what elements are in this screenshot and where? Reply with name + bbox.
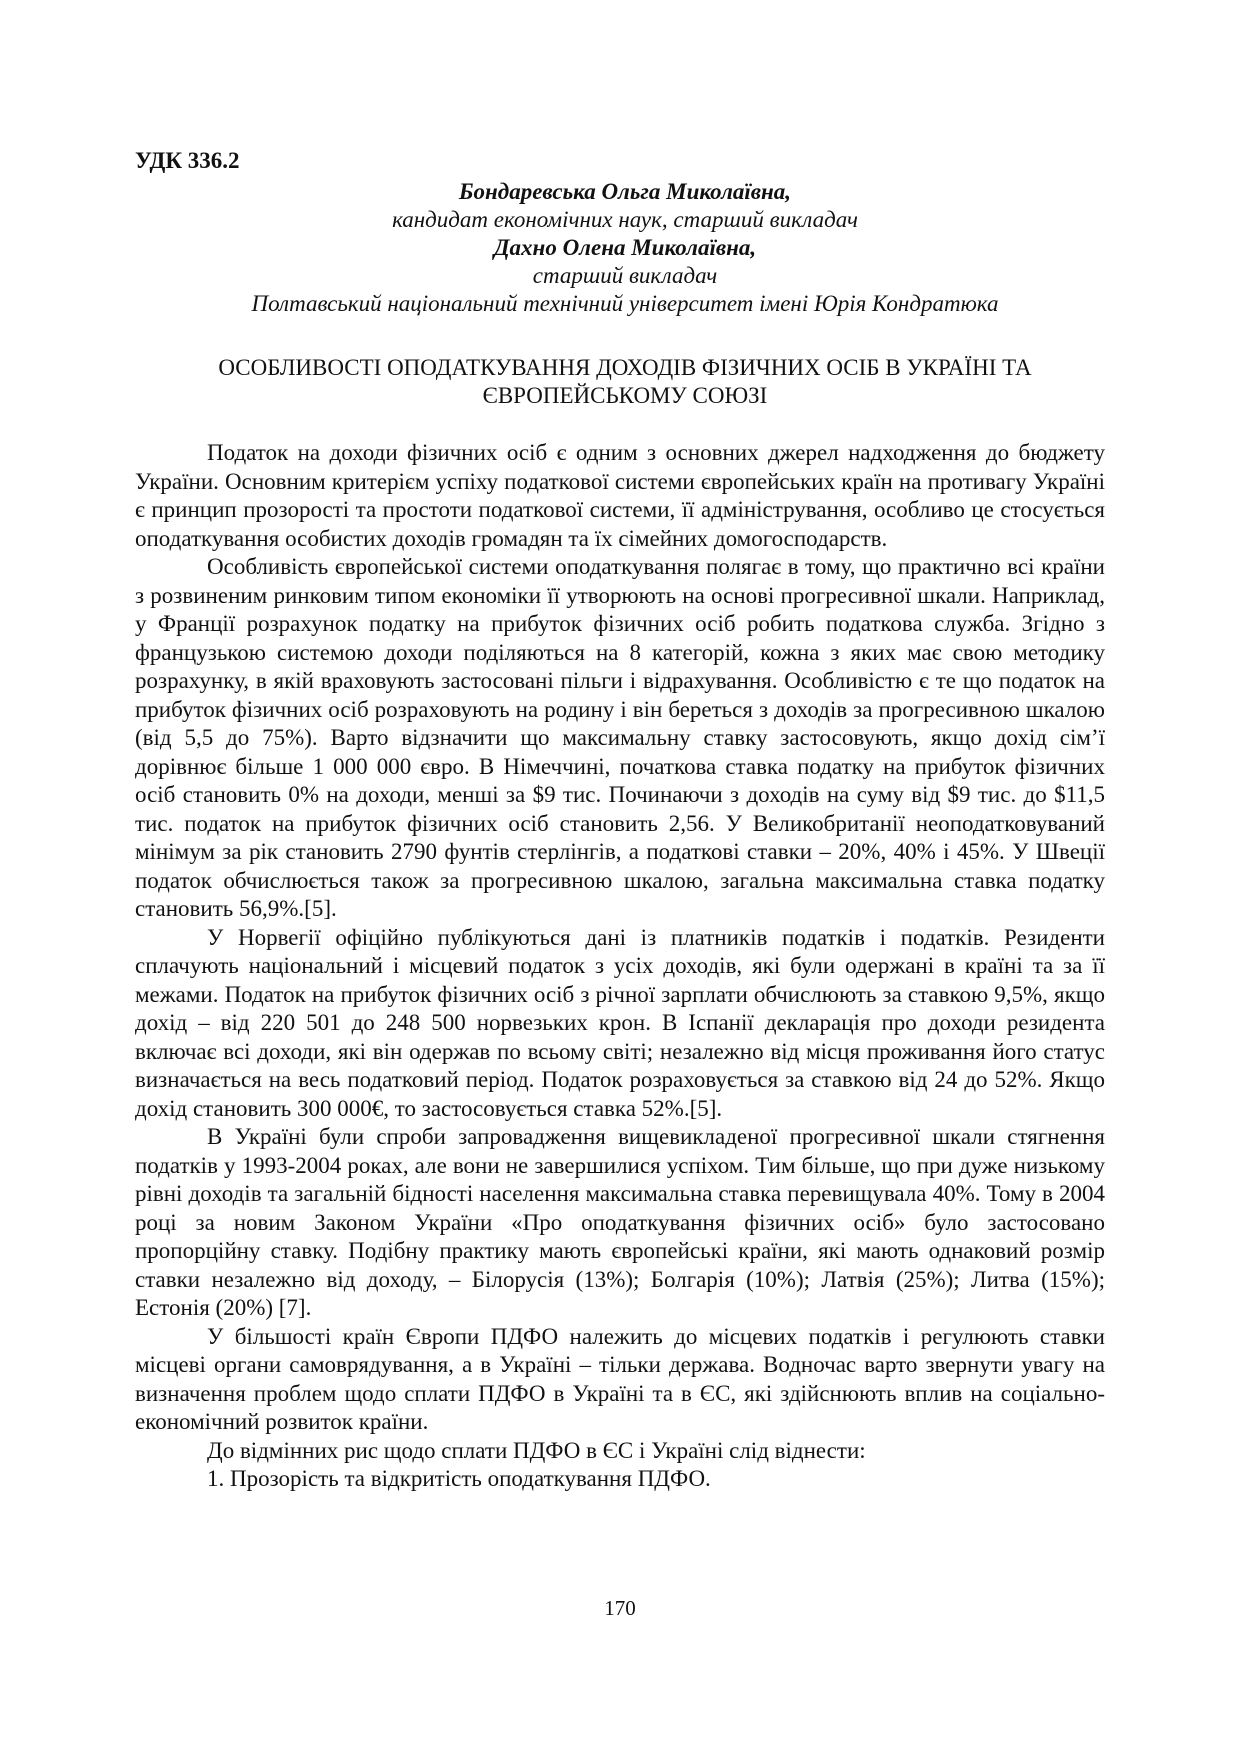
authors-block xyxy=(130,178,1120,318)
affiliation: Полтавський національний технічний університет імені Юрія Кондратюка xyxy=(251,291,999,316)
title-line: ЄВРОПЕЙСЬКОМУ СОЮЗІ xyxy=(482,383,768,408)
page-number: 170 xyxy=(604,1596,636,1620)
author-name: Дахно Олена Миколаївна, xyxy=(493,235,757,260)
author-position: старший викладач xyxy=(532,263,718,288)
article-body xyxy=(135,439,1105,1494)
paragraph: В Україні були спроби запровадження вищевикладеної прогресивної шкали стягнення податків у 1993-2004 роках, але вони не завершилися успіхом. Тим більше, що при дуже низькому рівні доходів та загальній бідності населення максимальна ставка перевищувала 40%. Тому в 2004 році за новим Законом України «Про оподаткування фізичних осіб» було застосовано пропорційну ставку. Подібну практику мають європейські країни, які мають однаковий розмір ставки незалежно від доходу, – Білорусія (13%); Болгарія (10%); Латвія (25%); Литва (15%); Естонія (20%) [7]. xyxy=(135,1124,1105,1320)
article-title xyxy=(130,354,1120,410)
paragraph: До відмінних рис щодо сплати ПДФО в ЄС і Україні слід віднести: xyxy=(207,1437,866,1463)
paragraph: У Норвегії офіційно публікуються дані із платників податків і податків. Резиденти сплачують національний і місцевий податок з усіх доходів, які були одержані в країні та за її межами. Податок на прибуток фізичних осіб з річної зарплати обчислюють за ставкою 9,5%, якщо дохід – від 220 501 до 248 500 норвезьких крон. В Іспанії декларація про доходи резидента включає всі доходи, які він одержав по всьому світі; незалежно від місця проживання його статус визначається на весь податковий період. Податок розраховується за ставкою від 24 до 52%. Якщо дохід становить 300 000€, то застосовується ставка 52%.[5]. xyxy=(135,924,1105,1121)
author-position: кандидат економічних наук, старший викладач xyxy=(392,207,858,232)
title-line: ОСОБЛИВОСТІ ОПОДАТКУВАННЯ ДОХОДІВ ФІЗИЧНИХ ОСІБ В УКРАЇНІ ТА xyxy=(218,355,1032,380)
udk-code: УДК 336.2 xyxy=(135,148,240,173)
paragraph: Особливість європейської системи оподаткування полягає в тому, що практично всі країни з розвиненим ринковим типом економіки її утворюють на основі прогресивної шкали. Наприклад, у Франції розрахунок податку на прибуток фізичних осіб робить податкова служба. Згідно з французькою системою доходи поділяються на 8 категорій, кожна з яких має свою методику розрахунку, в якій враховують застосовані пільги і відрахування. Особливістю є те що податок на прибуток фізичних осіб розраховують на родину і він береться з доходів за прогресивною шкалою (від 5,5 до 75%). Варто відзначити що максимальну ставку застосовують, якщо дохід сім’ї дорівнює більше 1 000 000 євро. В Німеччині, початкова ставка податку на прибуток фізичних осіб становить 0% на доходи, менші за $9 тис. Починаючи з доходів на суму від $9 тис. до $11,5 тис. податок на прибуток фізичних осіб становить 2,56. У Великобританії неоподатковуваний мінімум за рік становить 2790 фунтів стерлінгів, а податкові ставки – 20%, 40% і 45%. У Швеції податок обчислюється також за прогресивною шкалою, загальна максимальна ставка податку становить 56,9%.[5]. xyxy=(135,554,1105,921)
author-name: Бондаревська Ольга Миколаївна, xyxy=(458,179,792,204)
paragraph: У більшості країн Європи ПДФО належить до місцевих податків і регулюють ставки місцеві органи самоврядування, а в Україні – тільки держава. Водночас варто звернути увагу на визначення проблем щодо сплати ПДФО в Україні та в ЄС, які здійснюють вплив на соціально- економічний розвиток країни. xyxy=(135,1323,1105,1434)
list-item: 1. Прозорість та відкритість оподаткування ПДФО. xyxy=(207,1466,711,1491)
paragraph: Податок на доходи фізичних осіб є одним з основних джерел надходження до бюджету України. Основним критерієм успіху податкової системи європейських країн на противагу Україні є принцип прозорості та простоти податкової системи, її адміністрування, особливо це стосується оподаткування особистих доходів громадян та їх сімейних домогосподарств. xyxy=(135,440,1105,551)
